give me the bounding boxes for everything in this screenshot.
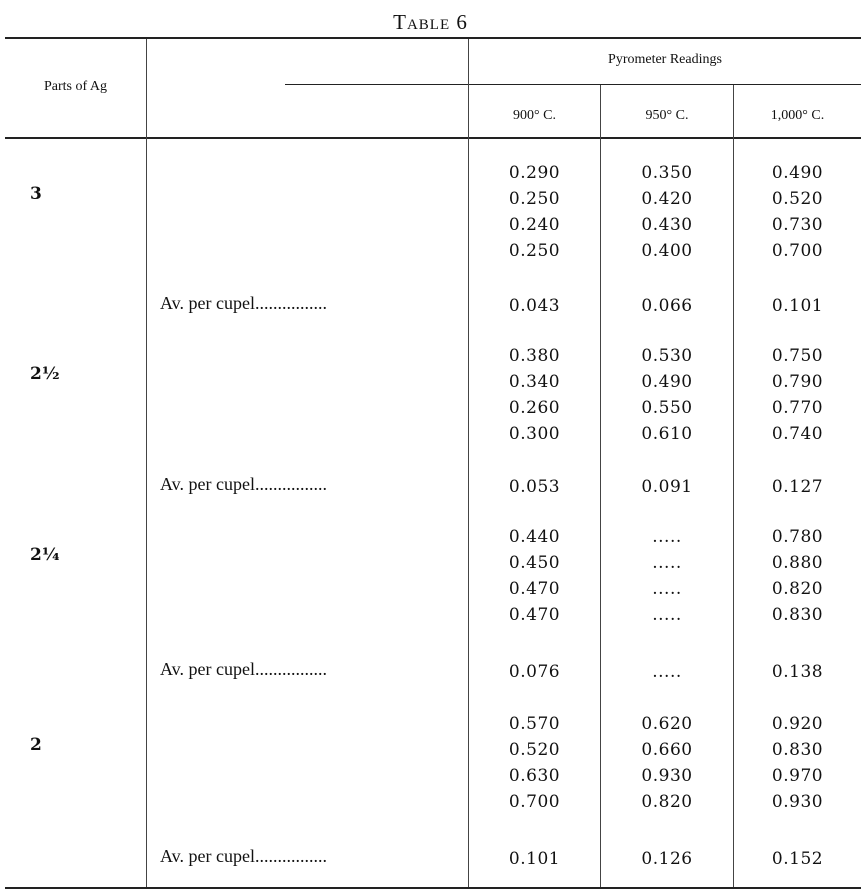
avg-cell: 0.126 [641, 849, 693, 869]
parts-value: 3 [30, 184, 42, 204]
avg-cell: 0.091 [641, 477, 693, 497]
header-parts-of-ag: Parts of Ag [44, 79, 107, 94]
reading-cell: ..... [652, 579, 682, 599]
reading-cell: ..... [652, 605, 682, 625]
reading-cell: 0.250 [508, 241, 561, 261]
reading-cell: 0.430 [641, 215, 693, 235]
parts-value: 2½ [30, 364, 60, 384]
reading-cell: 0.520 [508, 740, 561, 760]
reading-cell: 0.930 [771, 792, 824, 812]
avg-label: Av. per cupel................ [160, 293, 327, 313]
reading-cell: 0.300 [508, 424, 561, 444]
reading-cell: 0.830 [771, 605, 824, 625]
avg-cell: 0.127 [771, 477, 824, 497]
avg-cell: 0.076 [508, 662, 561, 682]
reading-cell: 0.260 [508, 398, 561, 418]
avg-cell: 0.101 [508, 849, 561, 869]
reading-cell: 0.420 [641, 189, 693, 209]
reading-cell: 0.250 [508, 189, 561, 209]
avg-label: Av. per cupel................ [160, 846, 327, 866]
reading-cell: 0.620 [641, 714, 693, 734]
reading-cell: 0.740 [771, 424, 824, 444]
avg-cell: 0.101 [771, 296, 824, 316]
reading-cell: 0.530 [641, 346, 693, 366]
group-header-rule [285, 84, 861, 85]
reading-cell: 0.570 [508, 714, 561, 734]
reading-cell: 0.340 [508, 372, 561, 392]
reading-cell: 0.770 [771, 398, 824, 418]
reading-cell: 0.790 [771, 372, 824, 392]
avg-cell: 0.043 [508, 296, 561, 316]
reading-cell: 0.450 [508, 553, 561, 573]
avg-cell: 0.138 [771, 662, 824, 682]
header-pyrometer-readings: Pyrometer Readings [608, 52, 722, 67]
reading-cell: 0.490 [641, 372, 693, 392]
reading-cell: 0.290 [508, 163, 561, 183]
reading-cell: 0.820 [641, 792, 693, 812]
header-temp-950: 950° C. [645, 108, 689, 123]
top-rule [5, 37, 861, 39]
reading-cell: 0.550 [641, 398, 693, 418]
bottom-rule [5, 887, 861, 889]
reading-cell: 0.970 [771, 766, 824, 786]
reading-cell: 0.490 [771, 163, 824, 183]
reading-cell: 0.820 [771, 579, 824, 599]
reading-cell: 0.440 [508, 527, 561, 547]
reading-cell: 0.350 [641, 163, 693, 183]
reading-cell: 0.520 [771, 189, 824, 209]
reading-cell: 0.880 [771, 553, 824, 573]
reading-cell: 0.930 [641, 766, 693, 786]
reading-cell: 0.400 [641, 241, 693, 261]
reading-cell: 0.830 [771, 740, 824, 760]
parts-value: 2¼ [30, 545, 60, 565]
avg-label: Av. per cupel................ [160, 474, 327, 494]
reading-cell: 0.240 [508, 215, 561, 235]
avg-cell: ..... [652, 662, 682, 682]
header-temp-1000: 1,000° C. [770, 108, 825, 123]
reading-cell: 0.380 [508, 346, 561, 366]
reading-cell: 0.920 [771, 714, 824, 734]
reading-cell: 0.470 [508, 579, 561, 599]
avg-label: Av. per cupel................ [160, 659, 327, 679]
reading-cell: 0.780 [771, 527, 824, 547]
reading-cell: 0.730 [771, 215, 824, 235]
table-title: Table 6 [393, 10, 468, 34]
avg-cell: 0.066 [641, 296, 693, 316]
reading-cell: 0.750 [771, 346, 824, 366]
avg-cell: 0.053 [508, 477, 561, 497]
parts-value: 2 [30, 735, 42, 755]
reading-cell: 0.700 [508, 792, 561, 812]
reading-cell: 0.700 [771, 241, 824, 261]
reading-cell: 0.470 [508, 605, 561, 625]
reading-cell: 0.630 [508, 766, 561, 786]
reading-cell: ..... [652, 527, 682, 547]
col-divider-1 [146, 39, 147, 887]
reading-cell: 0.660 [641, 740, 693, 760]
header-temp-900: 900° C. [513, 108, 556, 123]
avg-cell: 0.152 [771, 849, 824, 869]
reading-cell: 0.610 [641, 424, 693, 444]
reading-cell: ..... [652, 553, 682, 573]
